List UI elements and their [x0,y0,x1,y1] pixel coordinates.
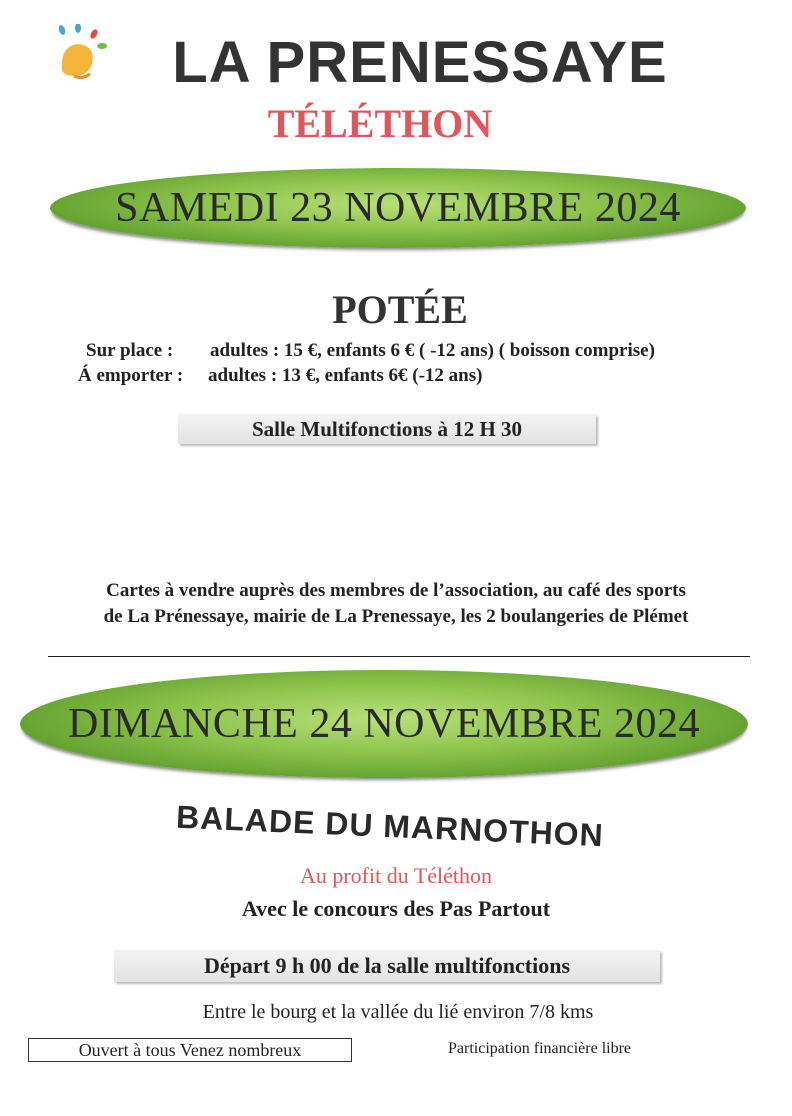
emporter-label: Á emporter : [78,365,184,386]
page-title: LA PRENESSAYE [172,30,668,95]
page-subtitle: TÉLÉTHON [267,101,493,146]
saturday-date-banner [50,168,746,248]
telethon-logo-icon [52,24,112,84]
concours-note: Avec le concours des Pas Partout [241,896,551,921]
sur-place-label: Sur place : [86,340,174,361]
saturday-date: SAMEDI 23 NOVEMBRE 2024 [115,185,681,231]
sur-place-prices: adultes : 15 €, enfants 6 € ( -12 ans) ( boisson comprise) [210,340,655,361]
saturday-venue: Salle Multifonctions à 12 H 30 [178,414,596,444]
route-info: Entre le bourg et la vallée du lié environ 7/8 kms [202,1001,594,1023]
ticket-sales-line-2: de La Prénessaye, mairie de La Prenessaye, les 2 boulangeries de Plémet [103,606,689,627]
open-to-all-box: Ouvert à tous Venez nombreux [28,1038,352,1062]
saturday-event-title: POTÉE [332,287,468,332]
ticket-sales-line-1: Cartes à vendre auprès des membres de l’association, au café des sports [106,580,686,601]
sunday-departure: Départ 9 h 00 de la salle multifonctions [114,950,660,982]
section-divider [48,656,750,657]
sunday-date-banner [20,670,748,778]
sunday-event-title: BALADE DU MARNOTHON [175,798,605,854]
sunday-date: DIMANCHE 24 NOVEMBRE 2024 [68,701,700,747]
emporter-prices: adultes : 13 €, enfants 6€ (-12 ans) [208,365,483,386]
profit-note: Au profit du Téléthon [299,863,493,888]
ticket-sales-info [40,578,752,630]
participation-note: Participation financière libre [448,1040,632,1057]
